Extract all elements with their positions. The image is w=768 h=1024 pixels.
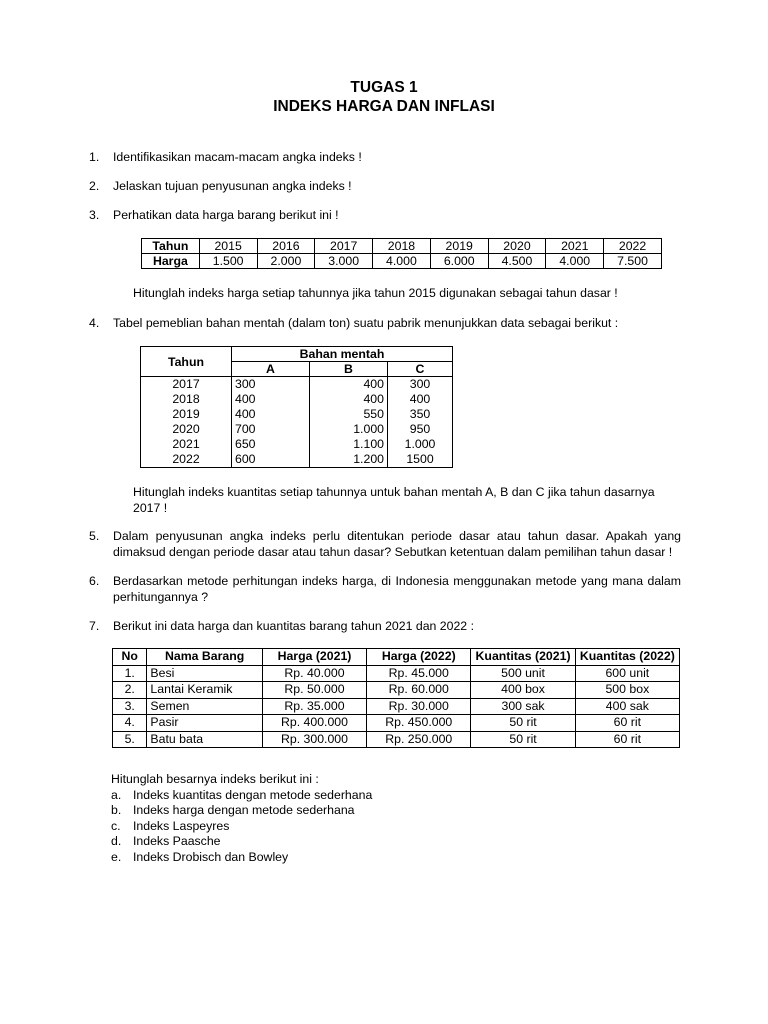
question-text: Perhatikan data harga barang berikut ini ! [113, 208, 339, 222]
table-row [113, 731, 680, 748]
year-cell: 2020 [141, 422, 232, 437]
price-2021: Rp. 400.000 [262, 715, 366, 732]
quantity-2022: 60 rit [575, 731, 679, 748]
question-3 [89, 207, 681, 223]
year-cell: 2022 [141, 452, 232, 468]
table-header-row [113, 649, 680, 666]
value-c: 950 [388, 422, 453, 437]
table-row [141, 452, 453, 468]
year-cell: 2021 [546, 239, 604, 254]
list-letter: a. [111, 787, 122, 802]
table-row [113, 665, 680, 682]
list-item [111, 819, 372, 835]
year-cell: 2018 [141, 392, 232, 407]
header-price-2022: Harga (2022) [367, 649, 471, 666]
question-number: 4. [89, 316, 100, 330]
question-7-instruction: Hitunglah besarnya indeks berikut ini : [111, 772, 319, 786]
value-a: 400 [232, 392, 310, 407]
year-cell: 2017 [141, 377, 232, 393]
item-name: Pasir [147, 715, 262, 732]
question-number: 2. [89, 179, 100, 193]
value-a: 300 [232, 377, 310, 393]
question-text: Tabel pemeblian bahan mentah (dalam ton) suatu pabrik menunjukkan data sebagai berikut : [113, 316, 619, 330]
row-number: 2. [113, 682, 147, 699]
price-cell: 1.500 [199, 254, 257, 269]
row-number: 3. [113, 698, 147, 715]
header-price-2021: Harga (2021) [262, 649, 366, 666]
value-b: 1.000 [310, 422, 388, 437]
question-text: Berdasarkan metode perhitungan indeks harga, di Indonesia menggunakan metode yang mana dalam perhitungannya ? [113, 574, 681, 604]
list-letter: d. [111, 834, 122, 848]
quantity-2022: 600 unit [575, 665, 679, 682]
item-name: Semen [147, 698, 262, 715]
list-letter: c. [111, 818, 121, 833]
list-text: Indeks kuantitas dengan metode sederhana [133, 787, 373, 802]
value-b: 550 [310, 407, 388, 422]
table-row [142, 254, 662, 269]
quantity-2021: 400 box [471, 682, 575, 699]
year-cell: 2017 [315, 239, 373, 254]
quantity-2021: 50 rit [471, 715, 575, 732]
table-row [113, 698, 680, 715]
price-cell: 4.000 [546, 254, 604, 269]
item-name: Batu bata [147, 731, 262, 748]
table-header-row [141, 347, 453, 362]
quantity-2022: 60 rit [575, 715, 679, 732]
year-cell: 2016 [257, 239, 315, 254]
table-row [141, 407, 453, 422]
list-item [111, 850, 372, 866]
question-number: 5. [89, 529, 100, 543]
year-cell: 2022 [604, 239, 662, 254]
quantity-2021: 300 sak [471, 698, 575, 715]
document-title: TUGAS 1 [350, 79, 418, 96]
header-col-b: B [310, 362, 388, 377]
price-cell: 6.000 [430, 254, 488, 269]
year-cell: 2018 [373, 239, 431, 254]
list-text: Indeks Laspeyres [133, 818, 230, 833]
table-row [113, 715, 680, 732]
question-6 [89, 573, 681, 605]
header-quantity-2022: Kuantitas (2022) [575, 649, 679, 666]
header-year: Tahun [141, 347, 232, 377]
document-subtitle: INDEKS HARGA DAN INFLASI [273, 98, 495, 115]
header-quantity-2021: Kuantitas (2021) [471, 649, 575, 666]
price-2021: Rp. 35.000 [262, 698, 366, 715]
price-cell: 2.000 [257, 254, 315, 269]
value-c: 300 [388, 377, 453, 393]
price-cell: 4.500 [488, 254, 546, 269]
row-number: 5. [113, 731, 147, 748]
list-text: Indeks harga dengan metode sederhana [133, 803, 355, 817]
row-number: 4. [113, 715, 147, 732]
header-raw-material: Bahan mentah [232, 347, 453, 362]
quantity-2021: 500 unit [471, 665, 575, 682]
year-cell: 2019 [430, 239, 488, 254]
value-c: 1500 [388, 452, 453, 468]
value-c: 350 [388, 407, 453, 422]
year-cell: 2015 [199, 239, 257, 254]
list-letter: e. [111, 849, 122, 864]
header-col-a: A [232, 362, 310, 377]
item-name: Besi [147, 665, 262, 682]
price-2021: Rp. 300.000 [262, 731, 366, 748]
list-letter: b. [111, 803, 122, 817]
raw-material-table [140, 346, 453, 468]
question-number: 7. [89, 619, 100, 633]
list-item [111, 834, 372, 850]
price-2022: Rp. 30.000 [367, 698, 471, 715]
year-cell: 2020 [488, 239, 546, 254]
row-number: 1. [113, 665, 147, 682]
question-7-list [111, 772, 372, 865]
question-5 [89, 528, 681, 560]
price-2022: Rp. 450.000 [367, 715, 471, 732]
price-cell: 7.500 [604, 254, 662, 269]
question-number: 3. [89, 208, 100, 222]
value-b: 400 [310, 377, 388, 393]
value-a: 400 [232, 407, 310, 422]
question-text: Identifikasikan macam-macam angka indeks ! [113, 150, 362, 164]
value-b: 1.100 [310, 437, 388, 452]
price-2022: Rp. 60.000 [367, 682, 471, 699]
price-table [141, 238, 662, 269]
price-cell: 4.000 [373, 254, 431, 269]
question-4 [89, 315, 681, 331]
year-cell: 2021 [141, 437, 232, 452]
header-no: No [113, 649, 147, 666]
year-cell: 2019 [141, 407, 232, 422]
table-row [141, 377, 453, 393]
table-row [141, 437, 453, 452]
question-2 [89, 178, 681, 194]
header-col-c: C [388, 362, 453, 377]
question-number: 1. [89, 150, 100, 164]
question-text: Dalam penyusunan angka indeks perlu ditentukan periode dasar atau tahun dasar. Apakah yang dimaksud dengan periode dasar atau tahun dasar? Sebutkan ketentuan dalam pemilihan tahun dasar ! [113, 529, 681, 559]
quantity-2022: 500 box [575, 682, 679, 699]
value-a: 600 [232, 452, 310, 468]
question-4-instruction: Hitunglah indeks kuantitas setiap tahunnya untuk bahan mentah A, B dan C jika tahun dasarnya 2017 ! [133, 485, 655, 515]
question-3-instruction: Hitunglah indeks harga setiap tahunnya jika tahun 2015 digunakan sebagai tahun dasar ! [133, 286, 618, 300]
value-a: 650 [232, 437, 310, 452]
price-cell: 3.000 [315, 254, 373, 269]
goods-table [112, 648, 680, 748]
value-b: 1.200 [310, 452, 388, 468]
value-c: 1.000 [388, 437, 453, 452]
table-row [142, 239, 662, 254]
price-2022: Rp. 250.000 [367, 731, 471, 748]
list-text: Indeks Drobisch dan Bowley [133, 849, 289, 864]
row-label-price: Harga [142, 254, 200, 269]
list-item [111, 803, 372, 819]
question-number: 6. [89, 574, 100, 588]
question-1 [89, 149, 681, 165]
question-7 [89, 618, 681, 634]
value-b: 400 [310, 392, 388, 407]
quantity-2021: 50 rit [471, 731, 575, 748]
row-label-year: Tahun [142, 239, 200, 254]
question-text: Jelaskan tujuan penyusunan angka indeks ! [113, 179, 352, 193]
price-2022: Rp. 45.000 [367, 665, 471, 682]
table-row [141, 422, 453, 437]
list-text: Indeks Paasche [133, 834, 221, 848]
question-text: Berikut ini data harga dan kuantitas barang tahun 2021 dan 2022 : [113, 619, 474, 633]
table-row [141, 392, 453, 407]
header-item-name: Nama Barang [147, 649, 262, 666]
value-a: 700 [232, 422, 310, 437]
price-2021: Rp. 40.000 [262, 665, 366, 682]
item-name: Lantai Keramik [147, 682, 262, 699]
value-c: 400 [388, 392, 453, 407]
price-2021: Rp. 50.000 [262, 682, 366, 699]
quantity-2022: 400 sak [575, 698, 679, 715]
list-item [111, 788, 372, 804]
table-row [113, 682, 680, 699]
